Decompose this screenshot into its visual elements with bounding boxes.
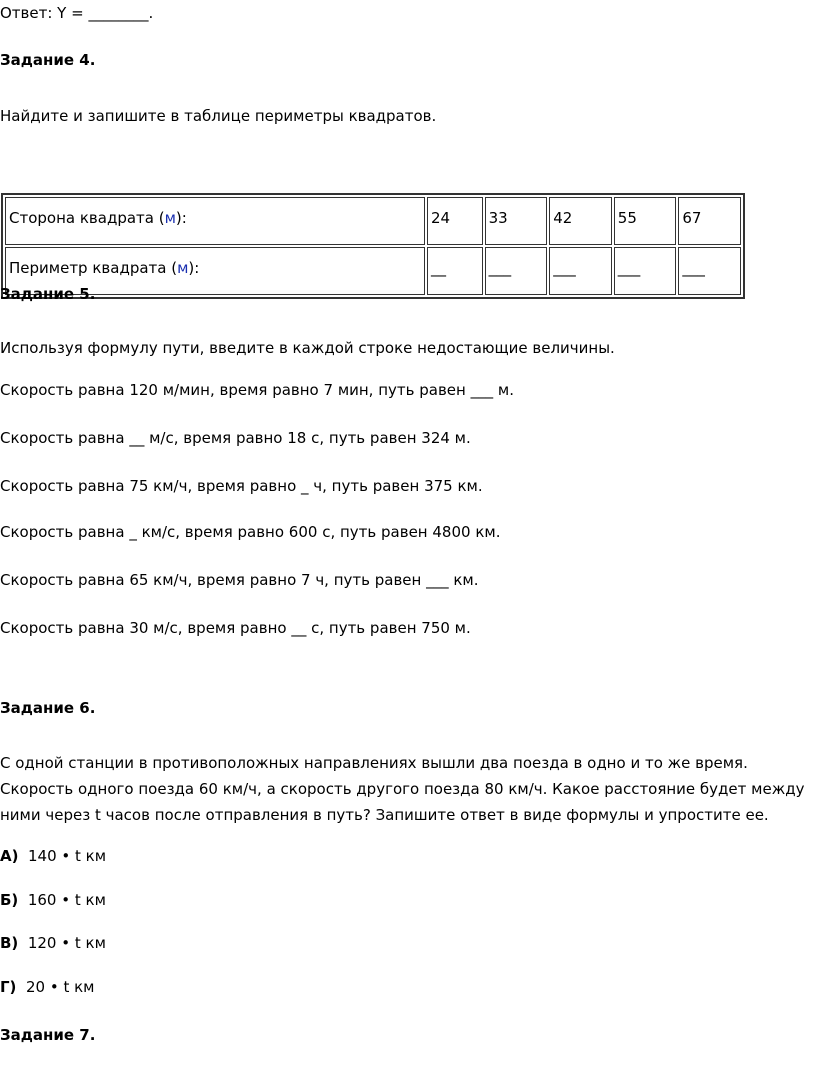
option-letter: А) xyxy=(0,847,19,865)
speed-line: Скорость равна 30 м/с, время равно __ с, путь равен 750 м. xyxy=(0,619,471,637)
perimeter-input-cell[interactable]: ___ xyxy=(678,247,741,295)
option-g[interactable] xyxy=(0,976,94,998)
speed-line: Скорость равна 75 км/ч, время равно _ ч, путь равен 375 км. xyxy=(0,477,483,495)
side-unit: м xyxy=(164,209,176,227)
task7-title: Задание 7. xyxy=(0,1026,96,1044)
option-b[interactable] xyxy=(0,889,106,911)
squares-table xyxy=(1,193,745,299)
option-text: 160 • t км xyxy=(27,891,106,909)
option-letter: Г) xyxy=(0,978,17,996)
option-letter: Б) xyxy=(0,891,19,909)
option-text: 20 • t км xyxy=(25,978,95,996)
task4-instruction: Найдите и запишите в таблице периметры квадратов. xyxy=(0,107,437,125)
perimeter-label-end: ): xyxy=(188,259,200,277)
option-v[interactable] xyxy=(0,932,106,954)
side-cell: 55 xyxy=(614,197,677,245)
side-cell: 24 xyxy=(427,197,483,245)
perimeter-input-cell[interactable]: ___ xyxy=(614,247,677,295)
task5-instruction: Используя формулу пути, введите в каждой строке недостающие величины. xyxy=(0,339,615,357)
task5-title: Задание 5. xyxy=(0,285,96,303)
side-cell: 42 xyxy=(549,197,612,245)
side-label-cell xyxy=(5,197,425,245)
speed-line: Скорость равна _ км/с, время равно 600 с, путь равен 4800 км. xyxy=(0,523,501,541)
task4-title: Задание 4. xyxy=(0,51,96,69)
option-a[interactable] xyxy=(0,845,106,867)
side-label-start: Сторона квадрата ( xyxy=(9,209,165,227)
perimeter-input-cell[interactable]: ___ xyxy=(485,247,548,295)
task6-title: Задание 6. xyxy=(0,699,96,717)
perimeter-input-cell[interactable]: ___ xyxy=(549,247,612,295)
option-letter: В) xyxy=(0,934,19,952)
speed-line: Скорость равна 65 км/ч, время равно 7 ч, путь равен ___ км. xyxy=(0,571,479,589)
answer-line: Ответ: Y = ________. xyxy=(0,4,154,22)
perimeter-label-start: Периметр квадрата ( xyxy=(9,259,178,277)
side-cell: 33 xyxy=(485,197,548,245)
task6-question: С одной станции в противоположных направлениях вышли два поезда в одно и то же время. Скорость одного поезда 60 км/ч, а скорость другого поезда 80 км/ч. Какое расстояние будет между ними через t часов после отправления в путь? Запишите ответ в виде формулы и упростите ее. xyxy=(0,754,805,824)
option-text: 140 • t км xyxy=(28,847,107,865)
side-label-end: ): xyxy=(175,209,187,227)
perimeter-unit: м xyxy=(177,259,189,277)
perimeter-input-cell[interactable]: __ xyxy=(427,247,483,295)
side-cell: 67 xyxy=(678,197,741,245)
table-row-perimeters xyxy=(5,247,741,295)
table-row-sides xyxy=(5,197,741,245)
option-text: 120 • t км xyxy=(27,934,106,952)
speed-line: Скорость равна 120 м/мин, время равно 7 мин, путь равен ___ м. xyxy=(0,381,514,399)
speed-line: Скорость равна __ м/с, время равно 18 с, путь равен 324 м. xyxy=(0,429,471,447)
